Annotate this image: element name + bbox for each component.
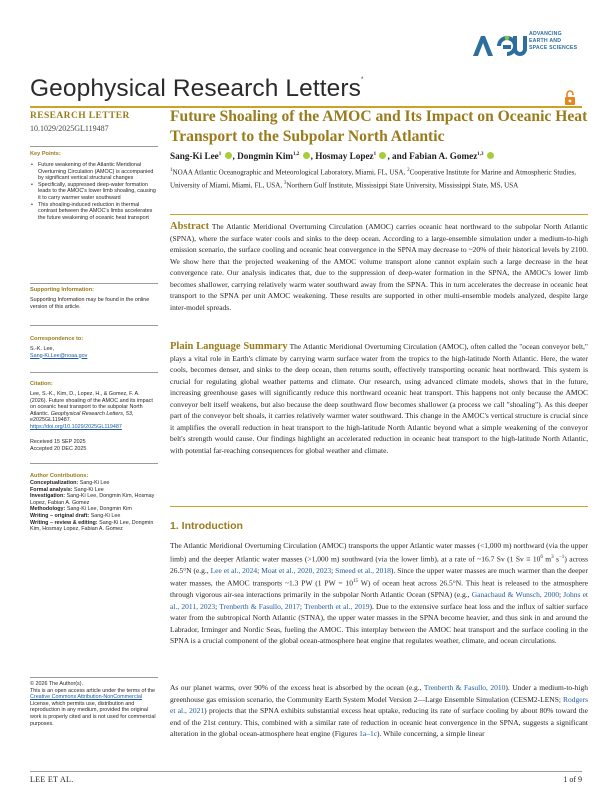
citation-journal: Geophysical Research Letters, 53,: [50, 410, 134, 417]
contribution-names: Sang-Ki Lee, Dongmin Kim, Hosmay Lopez, Fabian A. Gomez: [30, 519, 154, 533]
intro-paragraph-2: [170, 682, 588, 740]
text-run: ). Under a medium-to-high greenhouse gas emission scenario, the Community Earth System Model Version 2—Large Ensemble Simulation (CESM2-LENS;: [170, 683, 589, 704]
text-run: s: [553, 554, 559, 563]
supporting-info-heading: Supporting Information:: [30, 287, 95, 293]
article-type: RESEARCH LETTER: [30, 111, 130, 121]
superscript: 3: [551, 554, 554, 560]
superscript: −1: [558, 554, 565, 560]
citation-link[interactable]: Ganachaud & Wunsch, 2000: [471, 590, 559, 599]
journal-mark: *: [361, 77, 364, 83]
author-affil-mark: 1,2: [293, 151, 300, 157]
citation-link[interactable]: Johns et al., 2011, 2023: [170, 590, 588, 611]
contribution-item: [30, 487, 158, 494]
affiliation-3: Northern Gulf Institute, Mississippi State University, Mississippi State, MS, USA: [286, 181, 519, 190]
section-heading-introduction: 1. Introduction: [170, 520, 243, 532]
key-point-item: • This shoaling-induced reduction in thermal contrast between the AMOC's limbs accelerates the future weakening of oceanic heat transport: [30, 202, 158, 222]
citation-link[interactable]: Trenberth et al., 2019: [304, 601, 370, 611]
sidebar-divider: [30, 325, 158, 326]
received-date: Received 15 SEP 2025: [30, 439, 86, 445]
correspondence-name: S.-K. Lee,: [30, 346, 54, 352]
author-name[interactable]: Dongmin Kim: [237, 151, 294, 161]
intro-paragraph-1: [170, 540, 588, 647]
affil-mark: 3: [283, 181, 287, 187]
citation-text: [30, 391, 158, 431]
correspondence-heading: Correspondence to:: [30, 336, 84, 342]
plain-language-summary: [170, 341, 588, 456]
intro-rule: [170, 506, 588, 507]
article-title: Future Shoaling of the AMOC and Its Impact on Oceanic Heat Transport to the Subpolar North Atlantic: [170, 108, 588, 145]
author-list: Sang-Ki Lee$^1$ , Dongmin Kim$^{1,2}$ , Hosmay Lopez$^1$ , and Fabian A. Gomez$^{1,3}$: [170, 151, 495, 161]
sidebar-divider: [30, 283, 158, 284]
author-affil-mark: 1: [373, 151, 377, 157]
article-doi: 10.1029/2025GL119487: [30, 124, 109, 133]
citation-link[interactable]: Trenberth & Fasullo, 2010: [423, 683, 506, 692]
agu-wordmark: [471, 32, 527, 58]
pls-text: The Atlantic Meridional Overturning Circulation (AMOC), often called the "ocean conveyor belt," plays a vital role in Earth's climate by carrying warm surface water from the tropics to the high-latitude North Atlantic. Here, the water cools, becomes denser, and sinks to the deep ocean, then returns south, effectively transporting oceanic heat northward. This system is crucial for regulating global weather patterns and climate. Our research, using advanced climate models, shows that in the future, increasing greenhouse gases will significantly reduce this northward oceanic heat transport. This happens not only because the AMOC conveyor belt itself weakens, but also because the deep southward flow becomes shallower (a process we call "shoaling"). As this deeper part of the conveyor belt shoals, it carries relatively warmer water southward. This change in the AMOC's vertical structure is crucial since it amplifies the overall reduction in heat transport to the high-latitude North Atlantic beyond what a simple weakening of the conveyor belt's strength would cause. Our findings highlight an accelerated reduction in oceanic heat transport to the high-latitude North Atlantic, with potential far-reaching consequences for global weather and climate.: [170, 342, 588, 455]
orcid-icon[interactable]: [225, 152, 232, 159]
text-run: ;: [331, 565, 336, 575]
footer-rule: [30, 771, 582, 772]
copyright-text: © 2026 The Author(s).: [30, 681, 84, 687]
citation-article-id: e2025GL119487.: [30, 417, 72, 424]
key-points-block: [30, 151, 158, 221]
license-text-a: This is an open access article under the terms of the: [30, 687, 155, 694]
journal-name: Geophysical Research Letters: [30, 75, 361, 102]
supporting-info-block: [30, 287, 158, 310]
contribution-item: [30, 520, 158, 533]
citation-block: [30, 381, 158, 431]
contribution-names: Sang-Ki Lee, Dongmin Kim: [66, 506, 132, 513]
correspondence-block: [30, 336, 158, 359]
affil-mark: 1: [170, 168, 173, 173]
affiliations: [170, 165, 588, 192]
sidebar-divider: [30, 677, 158, 678]
dates-block: [30, 439, 158, 452]
page-number: 1 of 9: [563, 775, 582, 784]
agu-tagline-line: SPACE SCIENCES: [529, 45, 578, 51]
affil-mark: 2: [407, 168, 410, 173]
contribution-role: Writing – review & editing:: [30, 519, 98, 526]
superscript: 6: [540, 554, 543, 560]
text-run: As our planet warms, over 90% of the excess heat is absorbed by the ocean (e.g.,: [170, 683, 424, 692]
author-name[interactable]: Sang-Ki Lee: [170, 151, 219, 161]
agu-logo: [471, 28, 591, 64]
citation-link[interactable]: Lee et al., 2024: [210, 565, 258, 575]
orcid-icon[interactable]: [303, 152, 310, 159]
author-affil-mark: 1,3: [477, 151, 484, 157]
superscript: 15: [352, 579, 358, 584]
correspondence-email-link[interactable]: Sang-Ki.Lee@noaa.gov: [30, 352, 88, 359]
citation-link[interactable]: Rodgers et al., 2021: [170, 694, 588, 715]
journal-title: [30, 75, 363, 103]
abstract: [170, 221, 588, 313]
figure-link[interactable]: 1a–1c: [359, 729, 378, 738]
text-run: ) projects that the SPNA exhibits substantial excess heat uptake, reducing its rate of surface cooling by about 80% toward the end of the 21st century. This, combined with a similar rate of reduction in oceanic heat convergence in the SPNA, suggests a significant alteration in the global ocean-atmosphere heat engine (Figures: [170, 706, 588, 738]
citation-heading: Citation:: [30, 381, 53, 387]
agu-tagline-line: ADVANCING: [529, 31, 562, 37]
pls-heading: Plain Language Summary: [170, 341, 288, 352]
contribution-names: Sang-Ki Lee, Dongmin Kim, Hosmay Lopez, Fabian A. Gomez: [30, 493, 155, 506]
agu-tagline-line: EARTH AND: [529, 38, 562, 44]
contribution-role: Writing – original draft:: [30, 512, 90, 519]
orcid-icon[interactable]: [379, 152, 386, 159]
author-name[interactable]: Hosmay Lopez: [315, 151, 374, 161]
accepted-date: Accepted 20 DEC 2025: [30, 445, 87, 452]
text-run: ). Since the upper water masses are much warmer than the deeper water masses, the AMOC transports ~1.3 PW (1 PW = 10: [170, 565, 588, 588]
contribution-item: [30, 493, 158, 506]
affiliation-2: Cooperative Institute for Marine and Atmospheric Studies, University of Miami, Miami, FL, USA,: [170, 168, 577, 190]
contribution-role: Investigation:: [30, 493, 66, 500]
key-point-item: • Future weakening of the Atlantic Meridional Overturning Circulation (AMOC) is accompanied by significant vertical structural changes: [30, 162, 158, 182]
running-author: LEE ET AL.: [30, 775, 74, 784]
sidebar-divider: [30, 463, 158, 464]
contribution-role: Methodology:: [30, 506, 66, 513]
key-points-heading: Key Points:: [30, 151, 61, 157]
citation-doi-link[interactable]: https://doi.org/10.1029/2025GL119487: [30, 423, 122, 430]
key-point-item: • Specifically, suppressed deep-water formation leads to the AMOC's lower limb shoaling, causing it to carry warmer water southward: [30, 182, 158, 202]
text-run: m: [542, 554, 552, 563]
license-text: [30, 688, 158, 728]
sidebar-divider: [30, 146, 158, 147]
open-access-lock-icon: [564, 90, 576, 105]
text-run: ). Due to the extensive surface heat loss and the influx of saltier surface water from the subtropical North Atlantic (STNA), the upper water masses in the SPNA become heavier, and thus sink in and around the Labrador, Irminger and Nordic Seas, fueling the AMOC. This interplay between the AMOC heat transport and the surface cooling in the SPNA is a crucial component of the global ocean-atmosphere heat engine that regulates weather, climate, and ocean circulations.: [170, 601, 588, 645]
abstract-heading: Abstract: [170, 221, 210, 232]
contributions-block: [30, 473, 158, 533]
text-run: W) of ocean heat across 26.5°N. This heat is released to the atmosphere through vigorous air-sea interactions primarily in the subpolar North Atlantic Ocean (SPNA) (e.g.,: [170, 578, 588, 599]
contribution-role: Conceptualization:: [30, 480, 79, 486]
contribution-names: Sang-Ki Lee: [74, 486, 104, 493]
license-link[interactable]: Creative Commons Attribution-NonCommercial: [30, 694, 143, 701]
text-run: ;: [257, 565, 262, 575]
text-run: ) across 26.5°N (e.g.,: [170, 554, 588, 575]
contribution-item: [30, 513, 158, 520]
citation-link[interactable]: Trenberth & Fasullo, 2017: [219, 601, 300, 611]
agu-tagline: [529, 31, 577, 52]
text-run: ). While concerning, a simple linear: [377, 729, 485, 738]
key-points-list: [30, 162, 158, 221]
citation-link[interactable]: Moat et al., 2020, 2023: [261, 565, 332, 575]
license-block: [30, 681, 158, 727]
text-run: ;: [215, 601, 220, 611]
text-run: ;: [299, 601, 305, 611]
abstract-rule: [170, 214, 588, 215]
author-name[interactable]: and Fabian A. Gomez: [392, 151, 478, 161]
sidebar-divider: [30, 372, 158, 373]
contribution-item: [30, 506, 158, 513]
abstract-text: The Atlantic Meridional Overturning Circulation (AMOC) carries oceanic heat northward to the subpolar North Atlantic (SPNA), where the surface water cools and sinks to the deep ocean. According to a large-ensemble simulation under a medium-to-high emission scenario, the surface cooling and oceanic heat convergence in the SPNA may decrease to ~20% of their historical levels by 2100. We show here that the projected weakening of the AMOC volume transport alone cannot explain such a large decrease in the heat convergence rate. Our analysis indicates that, due to the suppression of deep-water formation in the SPNA, the AMOC's lower limb becomes shallower, carrying relatively warm water southward away from the SPNA. This in turn accelerates the decrease in oceanic heat transport to the SPNA per unit AMOC weakening. These results are supported in other multi-ensemble models analyzed, despite large inter-model spreads.: [170, 222, 588, 312]
text-run: The Atlantic Meridional Overturning Circulation (AMOC) transports the upper Atlantic water masses (<1,000 m) northward (via the upper limb) and the deeper Atlantic water masses (>1,000 m) southward (via the lower limb), at a rate of ~16.7 Sv (1 Sv ≡ 10: [170, 541, 588, 563]
orcid-icon[interactable]: [487, 152, 494, 159]
contribution-names: Sang-Ki Lee: [90, 512, 121, 519]
contribution-item: [30, 480, 158, 487]
supporting-info-text: Supporting Information may be found in the online version of this article.: [30, 297, 150, 310]
license-text-b: License, which permits use, distribution and reproduction in any medium, provided the original work is properly cited and is not used for commercial purposes.: [30, 700, 156, 727]
text-run: ;: [558, 590, 564, 599]
author-affil-mark: 1: [218, 151, 222, 157]
citation-link[interactable]: Smeed et al., 2018: [335, 565, 391, 575]
affiliation-1: NOAA Atlantic Oceanographic and Meteorological Laboratory, Miami, FL, USA,: [172, 168, 406, 177]
citation-reference: Lee, S.-K., Kim, D., Lopez, H., & Gomez, F. A. (2026). Future shoaling of the AMOC and its impact on oceanic heat transport to the subpolar North Atlantic.: [30, 391, 153, 417]
contribution-names: Sang-Ki Lee: [79, 480, 110, 486]
contributions-heading: Author Contributions:: [30, 473, 89, 479]
contribution-role: Formal analysis:: [30, 486, 73, 493]
